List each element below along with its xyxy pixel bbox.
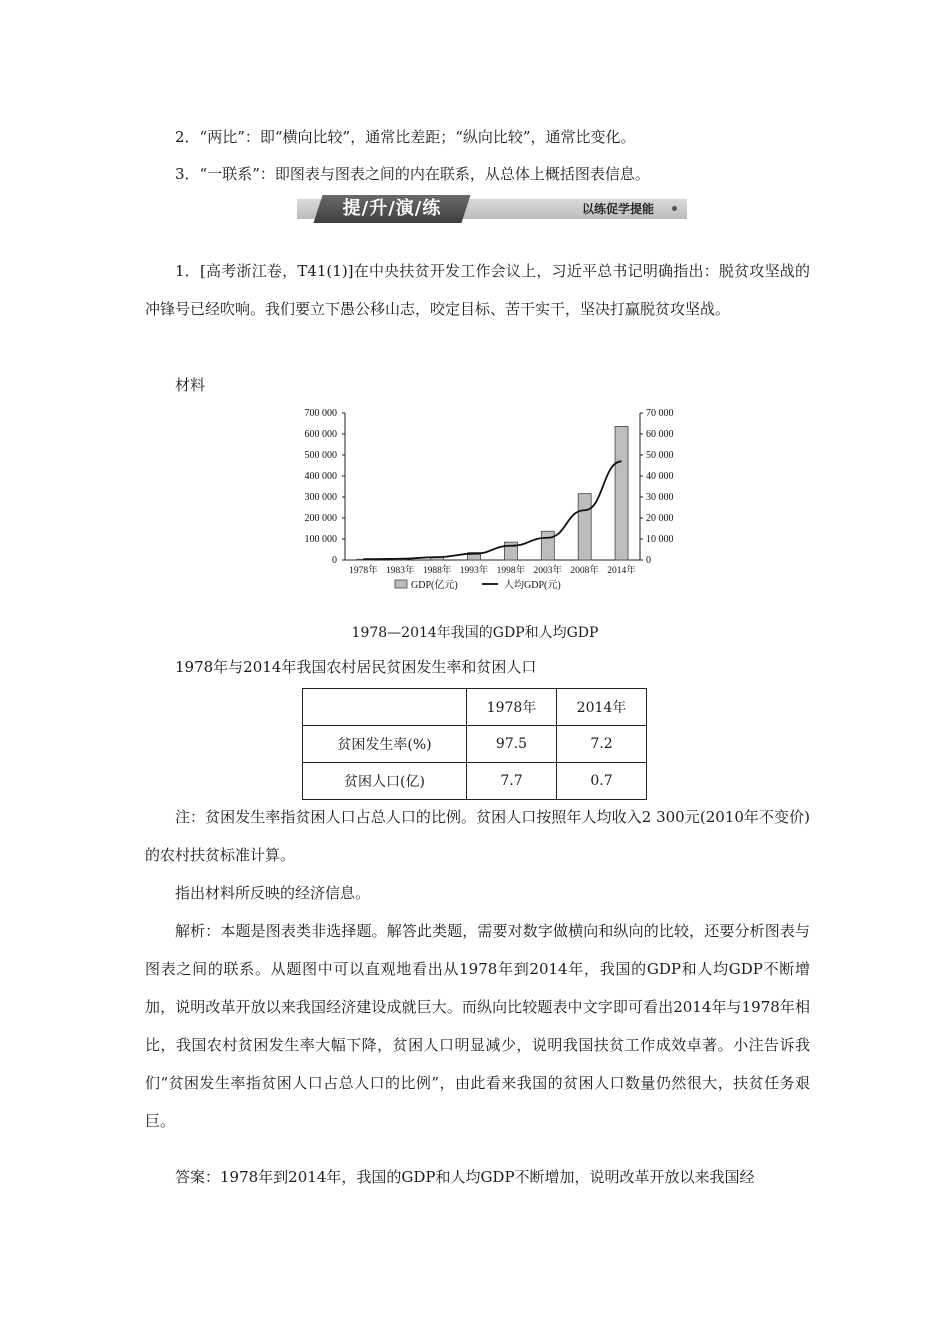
banner-title: 提/升/演/练 [342,198,442,219]
left-axis-tick-label: 200 000 [304,513,337,524]
left-axis-tick-label: 300 000 [304,492,337,503]
x-axis-label: 1983年 [386,566,415,576]
analysis: 解析：本题是图表类非选择题。解答此类题，需要对数字做横向和纵向的比较，还要分析图表与图表之间的联系。从题图中可以直观地看出从1978年到2014年，我国的GDP和人均GDP不断增加，说明改革开放以来我国经济建设成就巨大。而纵向比较题表中文字即可看出2014年与1978年相比，我国农村贫困发生率大幅下降，贫困人口明显减少，说明我国扶贫工作成效卓著。小注告诉我们“贫困发生率指贫困人口占总人口的比例”，由此看来我国的贫困人口数量仍然很大，扶贫任务艰巨。 [145,922,810,1130]
left-axis-tick-label: 100 000 [304,534,337,545]
table-row [303,726,647,763]
table-title: 1978年与2014年我国农村居民贫困发生率和贫困人口 [175,658,537,676]
gdp-chart [290,403,674,608]
table-header-cell: 1978年 [467,689,557,726]
x-axis-label: 2003年 [533,566,563,576]
legend-gdp-swatch [395,580,407,588]
right-axis-tick-label: 70 000 [646,408,674,419]
instruction: 指出材料所反映的经济信息。 [175,884,371,902]
gdp-bar [578,494,591,560]
right-axis-tick-label: 40 000 [646,471,674,482]
right-axis-tick-label: 50 000 [646,450,674,461]
table-cell: 97.5 [467,726,557,763]
material-label: 材料 [175,376,206,394]
table-cell: 7.2 [557,726,647,763]
x-axis-label: 1998年 [496,566,526,576]
gdp-bar [615,426,628,560]
chart-caption: 1978—2014年我国的GDP和人均GDP [351,625,599,641]
right-axis-tick-label: 10 000 [646,534,674,545]
table-note: 注：贫困发生率指贫困人口占总人口的比例。贫困人口按照年人均收入2 300元(2010年不变价)的农村扶贫标准计算。 [145,808,810,864]
legend-gdp-label: GDP(亿元) [411,580,458,591]
x-axis-label: 1993年 [459,566,489,576]
table-row [303,763,647,800]
left-axis-tick-label: 0 [332,555,337,566]
intro-item-2: 2．“两比”：即“横向比较”，通常比差距；“纵向比较”，通常比变化。 [175,128,636,146]
table-cell: 贫困人口(亿) [303,763,467,800]
left-axis-tick-label: 600 000 [304,429,337,440]
gdp-bar [541,531,554,560]
intro-item-3: 3．“一联系”：即图表与图表之间的内在联系，从总体上概括图表信息。 [175,165,650,183]
table-header-cell [303,689,467,726]
answer: 答案：1978年到2014年，我国的GDP和人均GDP不断增加，说明改革开放以来我国经 [175,1168,755,1186]
banner-title-box [313,195,470,223]
right-axis-tick-label: 60 000 [646,429,674,440]
banner-subtitle: 以练促学提能 [582,202,655,216]
x-axis-label: 1978年 [349,566,378,576]
legend-per-capita-label: 人均GDP(元) [504,580,561,591]
question-text: 1．[高考浙江卷，T41(1)]在中央扶贫开发工作会议上，习近平总书记明确指出：脱贫攻坚战的冲锋号已经吹响。我们要立下愚公移山志，咬定目标、苦干实干，坚决打赢脱贫攻坚战。 [145,262,810,318]
table-cell: 7.7 [467,763,557,800]
right-axis-tick-label: 0 [646,555,651,566]
left-axis-tick-label: 700 000 [304,408,337,419]
x-axis-label: 2014年 [607,566,636,576]
left-axis-tick-label: 500 000 [304,450,337,461]
left-axis-tick-label: 400 000 [304,471,337,482]
table-cell: 贫困发生率(%) [303,726,467,763]
x-axis-label: 2008年 [570,566,599,576]
x-axis-label: 1988年 [422,566,452,576]
banner-dot-icon [672,206,677,211]
table-header-row [303,689,647,726]
right-axis-tick-label: 20 000 [646,513,674,524]
table-cell: 0.7 [557,763,647,800]
right-axis-tick-label: 30 000 [646,492,674,503]
poverty-table [302,688,647,800]
table-header-cell: 2014年 [557,689,647,726]
